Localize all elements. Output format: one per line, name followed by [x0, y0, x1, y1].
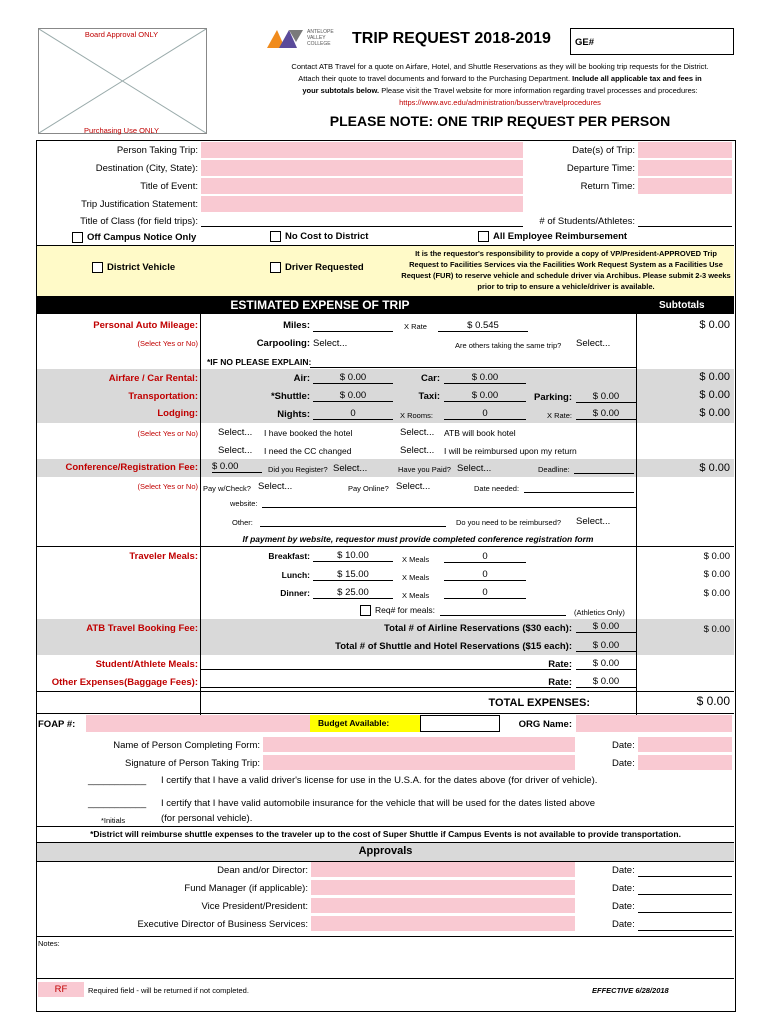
return-label: Return Time: — [580, 181, 635, 192]
budget-available-label: Budget Available: — [310, 715, 420, 732]
vp-label: Vice President/President: — [201, 901, 308, 912]
students-label: # of Students/Athletes: — [539, 216, 635, 227]
destination-label: Destination (City, State): — [95, 163, 198, 174]
req-meals-input[interactable] — [440, 615, 566, 616]
no-cost-option[interactable] — [270, 231, 368, 242]
class-label: Title of Class (for field trips): — [80, 216, 198, 227]
date-label: Date: — [612, 901, 635, 912]
parking-value[interactable]: $ 0.00 — [576, 391, 636, 403]
meals-label: Traveler Meals: — [129, 551, 198, 562]
rate-label: Rate: — [548, 677, 572, 688]
exec-label: Executive Director of Business Services: — [137, 919, 308, 930]
ge-label: GE# — [575, 37, 595, 48]
divider — [37, 713, 734, 714]
insurance-initials-line[interactable]: ___________ — [88, 798, 147, 809]
insurance-cert-text: I certify that I have valid automobile insurance for the vehicle that will be used for the dates listed above — [161, 798, 596, 809]
date-label: Date: — [612, 919, 635, 930]
airfare-subtotal: $ 0.00 — [699, 371, 730, 383]
others-taking-label: Are others taking the same trip? — [455, 341, 562, 350]
subtotals-header: Subtotals — [659, 300, 705, 311]
checkbox-icon[interactable] — [270, 231, 281, 242]
departure-input[interactable] — [638, 160, 732, 176]
approvals-heading: Approvals — [358, 845, 413, 857]
logo-text: COLLEGE — [307, 41, 331, 47]
event-input[interactable] — [201, 178, 523, 194]
did-register-select[interactable]: Select... — [333, 463, 368, 474]
dinner-count[interactable]: 0 — [444, 587, 526, 599]
intro-text: Attach their quote to travel documents and forward to the Purchasing Department. — [298, 74, 573, 83]
event-label: Title of Event: — [140, 181, 198, 192]
divider — [37, 936, 734, 937]
booked-hotel-label: I have booked the hotel — [264, 428, 353, 438]
vp-date-input[interactable] — [638, 912, 732, 913]
intro-line-1: Contact ATB Travel for a quote on Airfare, Hotel, and Shuttle Reservations as they will be booking trip requests for the District. — [291, 62, 709, 71]
vehicle-note: It is the requestor's responsibility to provide a copy of VP/President-APPROVED Trip Request to Facilities Services via the Facilities Work Request System as a Facilities Use Request (FUR) to reserve vehicle and schedule driver via Archibus. Please submit 2-3 weeks prior to trip to ensure a vehicle/driver is available. — [401, 249, 731, 291]
taxi-value[interactable]: $ 0.00 — [444, 390, 526, 402]
atb-book-select[interactable]: Select... — [400, 427, 435, 438]
intro-text: Please visit the Travel website for more information regarding travel processes and procedures: — [379, 86, 698, 95]
checkbox-icon[interactable] — [360, 605, 371, 616]
divider — [37, 691, 734, 692]
dinner-label: Dinner: — [280, 588, 310, 598]
auto-label: Personal Auto Mileage: — [93, 320, 198, 331]
breakfast-count[interactable]: 0 — [444, 551, 526, 563]
org-name-input[interactable] — [576, 715, 732, 732]
deadline-label: Deadline: — [538, 465, 570, 474]
ge-number-field[interactable] — [570, 28, 734, 55]
license-initials-line[interactable]: ___________ — [88, 775, 147, 786]
district-vehicle-option[interactable] — [92, 262, 175, 273]
dates-label: Date(s) of Trip: — [572, 145, 635, 156]
dinner-value: $ 25.00 — [313, 587, 393, 599]
student-meals-label: Student/Athlete Meals: — [95, 659, 198, 670]
notes-label: Notes: — [38, 939, 60, 948]
person-label: Person Taking Trip: — [116, 145, 198, 156]
did-register-label: Did you Register? — [268, 465, 328, 474]
carpooling-select[interactable]: Select... — [313, 338, 348, 349]
car-value[interactable]: $ 0.00 — [444, 372, 526, 384]
shuttle-note: *District will reimburse shuttle expenses to the traveler up to the cost of Super Shuttle if Campus Events is not available to provide transportation. — [90, 829, 681, 839]
carpooling-label: Carpooling: — [256, 338, 310, 349]
checkbox-icon[interactable] — [478, 231, 489, 242]
conference-label: Conference/Registration Fee: — [65, 462, 198, 473]
completing-date-input[interactable] — [638, 737, 732, 752]
notes-input[interactable] — [37, 948, 734, 978]
justification-label: Trip Justification Statement: — [81, 199, 198, 210]
license-cert-text: I certify that I have a valid driver's license for use in the U.S.A. for the dates above (for driver of vehicle). — [161, 775, 598, 786]
rooms-value[interactable]: 0 — [444, 408, 526, 420]
have-paid-select[interactable]: Select... — [457, 463, 492, 474]
x-meals-label: X Meals — [402, 573, 430, 582]
deadline-input[interactable] — [574, 473, 634, 474]
completing-label: Name of Person Completing Form: — [113, 740, 260, 751]
checkbox-icon[interactable] — [270, 262, 281, 273]
parking-label: Parking: — [533, 392, 572, 403]
other-label: Other: — [232, 518, 253, 527]
no-cost-label: No Cost to District — [285, 231, 369, 243]
destination-input[interactable] — [201, 160, 523, 176]
other-expenses-label: Other Expenses(Baggage Fees): — [51, 677, 198, 688]
transportation-label: Transportation: — [128, 391, 198, 402]
breakfast-label: Breakfast: — [268, 551, 310, 561]
lodging-subtotal: $ 0.00 — [699, 407, 730, 419]
air-value[interactable]: $ 0.00 — [313, 372, 393, 384]
other-input[interactable] — [260, 526, 446, 527]
reimbursed-return-select[interactable]: Select... — [400, 445, 435, 456]
atb-book-label: ATB will book hotel — [444, 428, 516, 438]
all-employee-option[interactable] — [478, 231, 627, 242]
checkbox-icon[interactable] — [72, 232, 83, 243]
x-meals-label: X Meals — [402, 591, 430, 600]
required-note: Required field - will be returned if not completed. — [88, 986, 249, 995]
logo-text: ANTELOPE — [307, 29, 334, 35]
x-meals-label: X Meals — [402, 555, 430, 564]
foap-label: FOAP #: — [38, 719, 76, 730]
all-employee-label: All Employee Reimbursement — [493, 231, 628, 243]
need-reimbursed-label: Do you need to be reimbursed? — [456, 518, 562, 527]
driver-requested-label: Driver Requested — [285, 262, 364, 274]
lunch-subtotal: $ 0.00 — [703, 569, 730, 580]
return-input[interactable] — [638, 178, 732, 194]
if-no-input[interactable] — [310, 367, 636, 368]
dean-date-input[interactable] — [638, 876, 732, 877]
nights-label: Nights: — [277, 409, 310, 420]
mileage-rate-value: $ 0.545 — [438, 320, 528, 332]
checkbox-icon[interactable] — [92, 262, 103, 273]
breakfast-value: $ 10.00 — [313, 550, 393, 562]
college-logo — [265, 28, 343, 50]
rate-label: Rate: — [548, 659, 572, 670]
insurance-cert-text-2: (for personal vehicle). — [161, 813, 253, 824]
vp-input[interactable] — [311, 898, 575, 913]
other-expenses-rate[interactable]: $ 0.00 — [576, 676, 636, 688]
completing-input[interactable] — [263, 737, 575, 752]
website-label: website: — [230, 499, 258, 508]
intro-bold-text: Include all applicable tax and fees in — [572, 74, 702, 83]
board-approval-label: Board Approval ONLY — [84, 30, 159, 39]
placeholder-cross-icon — [39, 29, 206, 133]
travel-procedures-link[interactable]: https://www.avc.edu/administration/busserv/travelprocedures — [399, 98, 601, 107]
website-input[interactable] — [262, 507, 636, 508]
select-yes-no: (Select Yes or No) — [137, 482, 198, 491]
purchasing-use-label: Purchasing Use ONLY — [84, 126, 159, 135]
dates-input[interactable] — [638, 142, 732, 158]
others-taking-select[interactable]: Select... — [576, 338, 611, 349]
athletics-only-label: (Athletics Only) — [574, 608, 625, 617]
date-label: Date: — [612, 883, 635, 894]
lodging-label: Lodging: — [157, 408, 198, 419]
taking-date-input[interactable] — [638, 755, 732, 770]
effective-date: EFFECTIVE 6/28/2018 — [592, 986, 669, 995]
foap-input[interactable] — [86, 715, 310, 732]
booked-hotel-select[interactable]: Select... — [218, 427, 253, 438]
divider — [37, 546, 734, 547]
justification-input[interactable] — [201, 196, 523, 212]
breakfast-subtotal: $ 0.00 — [703, 551, 730, 562]
lunch-label: Lunch: — [281, 570, 310, 580]
initials-label: *Initials — [101, 816, 126, 825]
atb-fee-label: ATB Travel Booking Fee: — [86, 623, 198, 634]
x-rate-label: X Rate — [404, 322, 427, 331]
fund-label: Fund Manager (if applicable): — [184, 883, 308, 894]
atb-subtotal: $ 0.00 — [703, 624, 730, 635]
air-label: Air: — [293, 373, 310, 384]
logo-text: VALLEY — [307, 35, 326, 41]
date-label: Date: — [612, 758, 635, 769]
date-needed-input[interactable] — [524, 492, 634, 493]
date-label: Date: — [612, 740, 635, 751]
req-meals-option[interactable] — [360, 605, 435, 616]
date-label: Date: — [612, 865, 635, 876]
form-title: TRIP REQUEST 2018-2019 — [352, 30, 551, 47]
airline-res-label: Total # of Airline Reservations ($30 each): — [384, 623, 572, 634]
conference-value[interactable]: $ 0.00 — [212, 461, 262, 473]
car-label: Car: — [420, 373, 440, 384]
off-campus-label: Off Campus Notice Only — [87, 232, 197, 244]
off-campus-option[interactable] — [72, 232, 196, 243]
divider — [37, 826, 734, 827]
total-value: $ 0.00 — [696, 694, 730, 708]
lunch-value: $ 15.00 — [313, 569, 393, 581]
select-yes-no: (Select Yes or No) — [137, 429, 198, 438]
airfare-label: Airfare / Car Rental: — [108, 373, 198, 384]
pay-check-select[interactable]: Select... — [258, 481, 293, 492]
need-cc-label: I need the CC changed — [264, 446, 352, 456]
district-vehicle-label: District Vehicle — [107, 262, 176, 274]
lodging-rate-value[interactable]: $ 0.00 — [576, 408, 636, 420]
fund-date-input[interactable] — [638, 894, 732, 895]
reimbursed-return-label: I will be reimbursed upon my return — [444, 446, 577, 456]
class-input[interactable] — [201, 226, 523, 227]
auto-subtotal: $ 0.00 — [699, 319, 730, 331]
intro-line-3 — [250, 86, 750, 95]
exec-input[interactable] — [311, 916, 575, 931]
pay-online-label: Pay Online? — [348, 484, 389, 493]
x-rooms-label: X Rooms: — [400, 411, 433, 420]
have-paid-label: Have you Paid? — [398, 465, 451, 474]
taxi-label: Taxi: — [418, 391, 440, 402]
miles-label: Miles: — [283, 320, 310, 331]
pay-online-select[interactable]: Select... — [396, 481, 431, 492]
logo-mark-icon — [265, 28, 305, 50]
divider — [37, 978, 734, 979]
dinner-subtotal: $ 0.00 — [703, 588, 730, 599]
board-approval-box — [38, 28, 207, 134]
taking-signature-input[interactable] — [263, 755, 575, 770]
req-meals-label: Req# for meals: — [375, 605, 435, 615]
intro-line-2 — [250, 74, 750, 83]
x-rate-lodging-label: X Rate: — [546, 411, 572, 420]
driver-requested-option[interactable] — [270, 262, 364, 273]
pay-check-label: Pay w/Check? — [203, 484, 251, 493]
miles-input[interactable] — [313, 331, 393, 332]
org-name-label: ORG Name: — [518, 719, 572, 730]
transportation-subtotal: $ 0.00 — [699, 389, 730, 401]
dean-label: Dean and/or Director: — [217, 865, 308, 876]
fund-input[interactable] — [311, 880, 575, 895]
taking-label: Signature of Person Taking Trip: — [124, 758, 260, 769]
please-note-heading: PLEASE NOTE: ONE TRIP REQUEST PER PERSON — [329, 113, 671, 129]
payment-note: If payment by website, requestor must provide completed conference registration form — [242, 534, 594, 544]
dean-input[interactable] — [311, 862, 575, 877]
select-yes-no: (Select Yes or No) — [137, 339, 198, 348]
person-input[interactable] — [201, 142, 523, 158]
date-needed-label: Date needed: — [474, 484, 520, 493]
shuttle-label: *Shuttle: — [270, 391, 310, 402]
departure-label: Departure Time: — [566, 163, 635, 174]
total-label: TOTAL EXPENSES: — [488, 697, 590, 709]
if-no-label: *IF NO PLEASE EXPLAIN: — [207, 357, 312, 367]
conference-subtotal: $ 0.00 — [699, 462, 730, 474]
shuttle-value[interactable]: $ 0.00 — [313, 390, 393, 402]
airline-res-value[interactable]: $ 0.00 — [576, 621, 636, 633]
intro-bold-text: your subtotals below. — [302, 86, 380, 95]
students-input[interactable] — [638, 226, 732, 227]
expense-header: ESTIMATED EXPENSE OF TRIP — [230, 298, 410, 312]
lunch-count[interactable]: 0 — [444, 569, 526, 581]
student-meals-rate[interactable]: $ 0.00 — [576, 658, 636, 670]
rf-legend: RF — [38, 982, 84, 997]
exec-date-input[interactable] — [638, 930, 732, 931]
nights-value[interactable]: 0 — [313, 408, 393, 420]
shuttle-res-value[interactable]: $ 0.00 — [576, 640, 636, 652]
shuttle-res-label: Total # of Shuttle and Hotel Reservations ($15 each): — [335, 641, 572, 652]
need-reimbursed-select[interactable]: Select... — [576, 516, 611, 527]
need-cc-select[interactable]: Select... — [218, 445, 253, 456]
